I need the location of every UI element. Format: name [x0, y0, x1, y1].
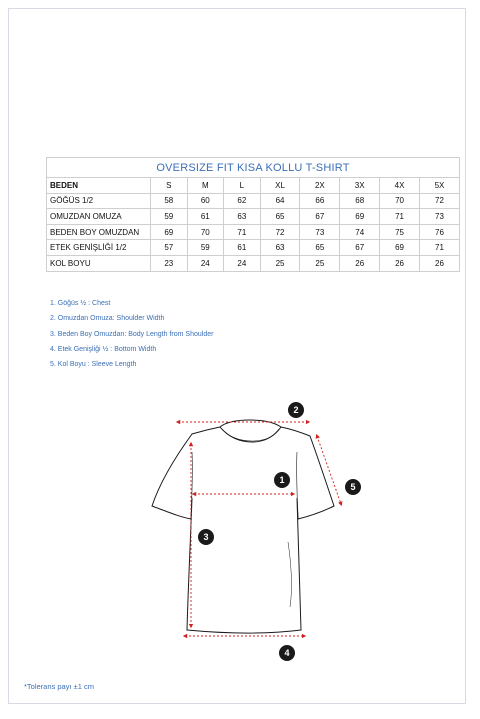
table-cell: 26	[419, 255, 459, 271]
table-title: OVERSIZE FIT KISA KOLLU T-SHIRT	[47, 158, 460, 178]
row-label: OMUZDAN OMUZA	[47, 209, 151, 225]
table-cell: 73	[419, 209, 459, 225]
table-row	[47, 240, 460, 256]
table-cell: 67	[300, 209, 340, 225]
tshirt-measurement-diagram	[150, 392, 370, 667]
table-cell: 70	[187, 224, 224, 240]
table-cell: 72	[260, 224, 300, 240]
table-cell: 24	[187, 255, 224, 271]
table-cell: 71	[224, 224, 261, 240]
marker-4	[279, 645, 295, 661]
table-cell: 71	[380, 209, 420, 225]
row-label: BEDEN BOY OMUZDAN	[47, 224, 151, 240]
legend-item: 4. Etek Genişliği ½ : Bottom Width	[50, 345, 157, 353]
table-cell: 66	[300, 193, 340, 209]
table-cell: 65	[300, 240, 340, 256]
table-cell: 76	[419, 224, 459, 240]
row-label: KOL BOYU	[47, 255, 151, 271]
table-cell: 67	[340, 240, 380, 256]
marker-3-label: 3	[203, 532, 209, 542]
legend-item: 5. Kol Boyu : Sleeve Length	[50, 361, 137, 369]
collar-inner	[220, 420, 281, 427]
table-cell: 72	[419, 193, 459, 209]
row-label: ETEK GENİŞLİĞİ 1/2	[47, 240, 151, 256]
legend-item: 2. Omuzdan Omuza: Shoulder Width	[50, 315, 165, 323]
table-cell: 63	[260, 240, 300, 256]
table-cell: 25	[300, 255, 340, 271]
table-cell: 26	[340, 255, 380, 271]
table-cell: 68	[340, 193, 380, 209]
marker-1	[274, 472, 290, 488]
marker-2-label: 2	[293, 405, 299, 415]
table-cell: 70	[380, 193, 420, 209]
table-cell: 69	[380, 240, 420, 256]
table-cell: 25	[260, 255, 300, 271]
measurement-legend	[50, 296, 213, 372]
table-cell: 24	[224, 255, 261, 271]
table-cell: 23	[151, 255, 188, 271]
size-header: 5X	[419, 178, 459, 194]
table-cell: 59	[187, 240, 224, 256]
table-cell: 63	[224, 209, 261, 225]
table-cell: 65	[260, 209, 300, 225]
size-header: L	[224, 178, 261, 194]
size-header: 3X	[340, 178, 380, 194]
table-cell: 59	[151, 209, 188, 225]
marker-3	[198, 529, 214, 545]
table-cell: 73	[300, 224, 340, 240]
size-table	[46, 157, 460, 272]
marker-1-label: 1	[279, 475, 285, 485]
fold-line	[288, 542, 291, 607]
table-title-row	[47, 158, 460, 178]
table-header-row	[47, 178, 460, 194]
table-cell: 75	[380, 224, 420, 240]
table-row	[47, 255, 460, 271]
table-cell: 64	[260, 193, 300, 209]
table-cell: 71	[419, 240, 459, 256]
marker-5-label: 5	[350, 482, 356, 492]
table-cell: 62	[224, 193, 261, 209]
table-cell: 69	[151, 224, 188, 240]
sleeve-length-line	[317, 436, 341, 504]
legend-item: 3. Beden Boy Omuzdan: Body Length from Shoulder	[50, 330, 214, 338]
table-row	[47, 193, 460, 209]
tshirt-outline	[152, 427, 334, 633]
marker-4-label: 4	[284, 648, 290, 658]
header-label: BEDEN	[47, 178, 151, 194]
table-cell: 60	[187, 193, 224, 209]
tolerance-note: *Tolerans payı ±1 cm	[24, 682, 94, 691]
table-cell: 26	[380, 255, 420, 271]
size-header: S	[151, 178, 188, 194]
size-header: 4X	[380, 178, 420, 194]
table-cell: 61	[187, 209, 224, 225]
table-row	[47, 209, 460, 225]
size-header: M	[187, 178, 224, 194]
size-header: 2X	[300, 178, 340, 194]
marker-2	[288, 402, 304, 418]
size-header: XL	[260, 178, 300, 194]
marker-5	[345, 479, 361, 495]
table-cell: 69	[340, 209, 380, 225]
table-cell: 61	[224, 240, 261, 256]
table-cell: 58	[151, 193, 188, 209]
table-cell: 57	[151, 240, 188, 256]
table-row	[47, 224, 460, 240]
legend-item: 1. Göğüs ½ : Chest	[50, 300, 111, 307]
row-label: GÖĞÜS 1/2	[47, 193, 151, 209]
collar-stitch	[222, 429, 279, 441]
table-cell: 74	[340, 224, 380, 240]
